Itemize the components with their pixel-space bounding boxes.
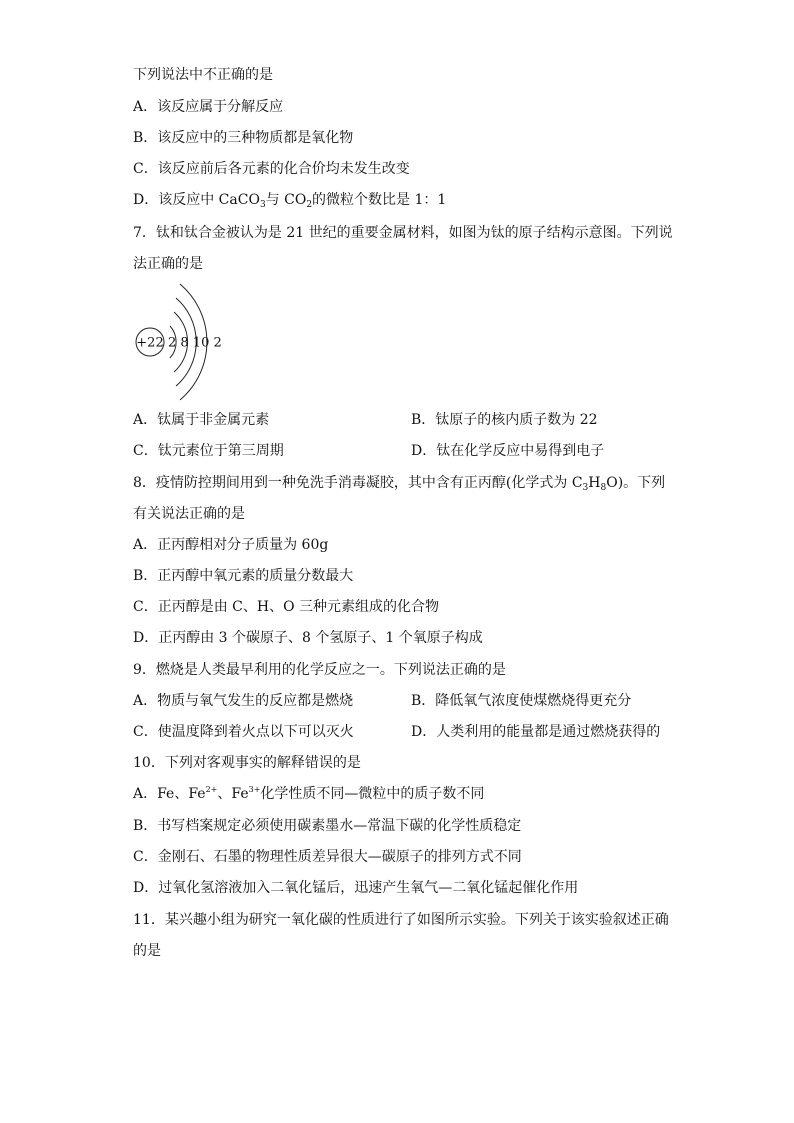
option-a: A．正丙醇相对分子质量为 60g xyxy=(133,537,329,553)
question-8-stem-cont: 有关说法正确的是 xyxy=(133,506,245,522)
question-9-stem: 9．燃烧是人类最早利用的化学反应之一。下列说法正确的是 xyxy=(133,662,506,678)
option-c: C．该反应前后各元素的化合价均未发生改变 xyxy=(133,161,410,177)
option-c: C．钛元素位于第三周期 xyxy=(133,443,284,459)
option-c: C．金刚石、石墨的物理性质差异很大—碳原子的排列方式不同 xyxy=(133,849,522,865)
option-a: A．物质与氧气发生的反应都是燃烧 xyxy=(133,693,354,709)
question-10-stem: 10．下列对客观事实的解释错误的是 xyxy=(133,755,361,771)
option-c: C．使温度降到着火点以下可以灭火 xyxy=(133,724,354,740)
question-7-stem: 7．钛和钛合金被认为是 21 世纪的重要金属材料，如图为钛的原子结构示意图。下列说 xyxy=(133,225,673,241)
option-a: A．该反应属于分解反应 xyxy=(133,99,284,115)
electron-counts: 2 8 10 2 xyxy=(168,335,222,351)
option-d: D．人类利用的能量都是通过燃烧获得的 xyxy=(411,724,661,740)
option-a: A．钛属于非金属元素 xyxy=(133,412,270,428)
question-11-stem: 11．某兴趣小组为研究一氧化碳的性质进行了如图所示实验。下列关于该实验叙述正确 xyxy=(133,912,669,928)
titanium-atom-structure-diagram xyxy=(128,280,238,404)
option-b: B．正丙醇中氧元素的质量分数最大 xyxy=(133,568,354,584)
option-d: D．钛在化学反应中易得到电子 xyxy=(411,443,605,459)
option-a: A．Fe、$Fe^{2+}$、$Fe^{3+}$化学性质不同—微粒中的质子数不同 xyxy=(133,785,485,802)
option-d: D．该反应中 CaCO$_3$与 $CO_2$的微粒个数比是 1：1 xyxy=(133,192,447,210)
question-8-stem: 8．疫情防控期间用到一种免洗手消毒凝胶，其中含有正丙醇(化学式为 $C_3H_8O$)。下列 xyxy=(133,475,666,493)
option-d: D．过氧化氢溶液加入二氧化锰后，迅速产生氧气—二氧化锰起催化作用 xyxy=(133,880,579,896)
option-b: B．降低氧气浓度使煤燃烧得更充分 xyxy=(411,693,632,709)
option-d: D．正丙醇由 3 个碳原子、8 个氢原子、1 个氧原子构成 xyxy=(133,630,483,646)
option-c: C．正丙醇是由 C、H、O 三种元素组成的化合物 xyxy=(133,599,440,615)
question-11-stem-cont: 的是 xyxy=(133,943,161,959)
option-b: B．该反应中的三种物质都是氧化物 xyxy=(133,130,354,146)
question-7-stem-cont: 法正确的是 xyxy=(133,256,203,272)
question-stem: 下列说法中不正确的是 xyxy=(133,67,273,83)
option-b: B．书写档案规定必须使用碳素墨水—常温下碳的化学性质稳定 xyxy=(133,818,522,834)
nucleus-charge: +22 xyxy=(136,335,164,351)
option-b: B．钛原子的核内质子数为 22 xyxy=(411,412,598,428)
